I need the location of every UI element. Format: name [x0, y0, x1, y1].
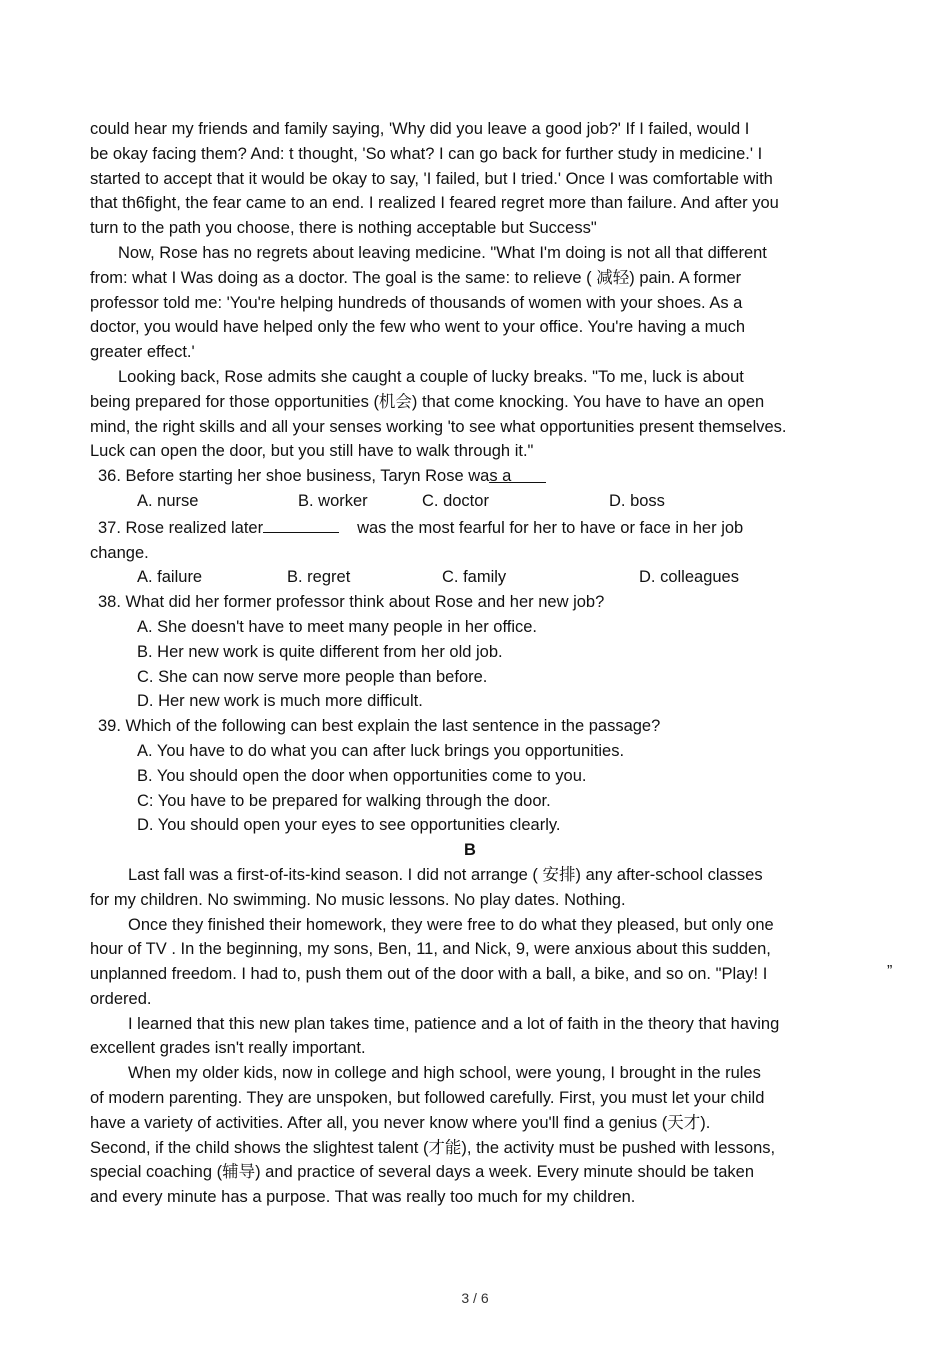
- passage-line: doctor, you would have helped only the few who went to your office. You're having a much: [90, 318, 746, 337]
- question-stem-text: was the most fearful for her to have or face in her job: [357, 518, 744, 537]
- option-d: D. Her new work is much more difficult.: [137, 692, 423, 711]
- passage-line: be okay facing them? And: t thought, 'So what? I can go back for further study in medicine.' I: [90, 144, 763, 163]
- option-c: C: You have to be prepared for walking through the door.: [137, 791, 551, 810]
- question-38-stem: 38. What did her former professor think about Rose and her new job?: [98, 593, 605, 612]
- question-stem-text: 36. Before starting her shoe business, Taryn Rose wa: [98, 467, 490, 486]
- passage-line: greater effect.': [90, 343, 195, 362]
- option-d: D. colleagues: [639, 568, 739, 587]
- option-d: D. boss: [609, 491, 665, 510]
- option-c: C. family: [442, 568, 507, 587]
- passage-line: turn to the path you choose, there is nothing acceptable but Success": [90, 219, 597, 238]
- option-b: B. worker: [298, 491, 368, 510]
- option-a: A. She doesn't have to meet many people in her office.: [137, 617, 538, 636]
- question-39-stem: 39. Which of the following can best explain the last sentence in the passage?: [98, 717, 661, 736]
- passage-line: I learned that this new plan takes time, patience and a lot of faith in the theory that having: [128, 1014, 780, 1033]
- passage-line: could hear my friends and family saying, 'Why did you leave a good job?' If I failed, would I: [90, 120, 750, 138]
- passage-line: unplanned freedom. I had to, push them out of the door with a ball, a bike, and so on. "Play! I: [90, 965, 768, 984]
- passage-line: for my children. No swimming. No music lessons. No play dates. Nothing.: [90, 890, 626, 909]
- passage-line: from: what I Was doing as a doctor. The goal is the same: to relieve ( 减轻) pain. A former: [90, 268, 742, 287]
- passage-line: special coaching (辅导) and practice of several days a week. Every minute should be taken: [90, 1163, 755, 1182]
- section-heading: B: [464, 841, 476, 860]
- passage-line: have a variety of activities. After all, you never know where you'll find a genius (天才).: [90, 1113, 711, 1132]
- stray-quote-mark: ”: [887, 963, 893, 980]
- passage-line: Luck can open the door, but you still have to walk through it.": [90, 442, 534, 461]
- passage-line: Last fall was a first-of-its-kind season. I did not arrange ( 安排) any after-school classes: [128, 865, 763, 884]
- option-d: D. You should open your eyes to see opportunities clearly.: [137, 816, 561, 835]
- passage-line: being prepared for those opportunities (机会) that come knocking. You have to have an open: [90, 392, 765, 411]
- passage-line: Second, if the child shows the slightest talent (才能), the activity must be pushed with lessons,: [90, 1138, 776, 1157]
- option-c: C. She can now serve more people than before.: [137, 667, 488, 686]
- passage-line: Looking back, Rose admits she caught a couple of lucky breaks. "To me, luck is about: [118, 367, 744, 386]
- passage-line: professor told me: 'You're helping hundreds of thousands of women with your shoes. As a: [90, 293, 743, 312]
- page-number: 3 / 6: [461, 1290, 489, 1306]
- option-a: A. You have to do what you can after luck brings you opportunities.: [137, 741, 625, 760]
- passage-line: Once they finished their homework, they were free to do what they pleased, but only one: [128, 915, 774, 934]
- answer-blank: [263, 514, 339, 533]
- question-37-stem: [90, 514, 850, 541]
- passage-line: mind, the right skills and all your senses working 'to see what opportunities present themselves.: [90, 417, 787, 436]
- passage-line: of modern parenting. They are unspoken, but followed carefully. First, you must let your child: [90, 1089, 765, 1108]
- passage-line: ordered.: [90, 989, 152, 1008]
- question-37-options: [90, 565, 850, 590]
- passage-line: hour of TV . In the beginning, my sons, Ben, 11, and Nick, 9, were anxious about this sudden,: [90, 940, 771, 959]
- blank-text: s a: [489, 467, 512, 486]
- passage-line: excellent grades isn't really important.: [90, 1039, 366, 1058]
- option-b: B. regret: [287, 568, 351, 587]
- page-content: [90, 117, 850, 1210]
- passage-line: started to accept that it would be okay to say, 'I failed, but I tried.' Once I was comfortable with: [90, 169, 773, 188]
- option-a: A. failure: [137, 568, 203, 587]
- option-b: B. You should open the door when opportunities come to you.: [137, 766, 587, 785]
- question-stem-text: 37. Rose realized later: [98, 518, 264, 537]
- passage-line: When my older kids, now in college and high school, were young, I brought in the rules: [128, 1064, 761, 1083]
- question-36-options: [90, 489, 850, 514]
- passage-line: and every minute has a purpose. That was really too much for my children.: [90, 1188, 636, 1207]
- option-a: A. nurse: [137, 491, 199, 510]
- option-c: C. doctor: [422, 491, 489, 510]
- question-37-stem-cont: change.: [90, 543, 149, 562]
- question-36-stem: [90, 464, 850, 489]
- passage-line: that th6fight, the fear came to an end. I realized I feared regret more than failure. And after you: [90, 194, 779, 213]
- passage-line: Now, Rose has no regrets about leaving medicine. "What I'm doing is not all that different: [118, 243, 767, 262]
- answer-blank: [489, 464, 546, 486]
- option-b: B. Her new work is quite different from her old job.: [137, 642, 503, 661]
